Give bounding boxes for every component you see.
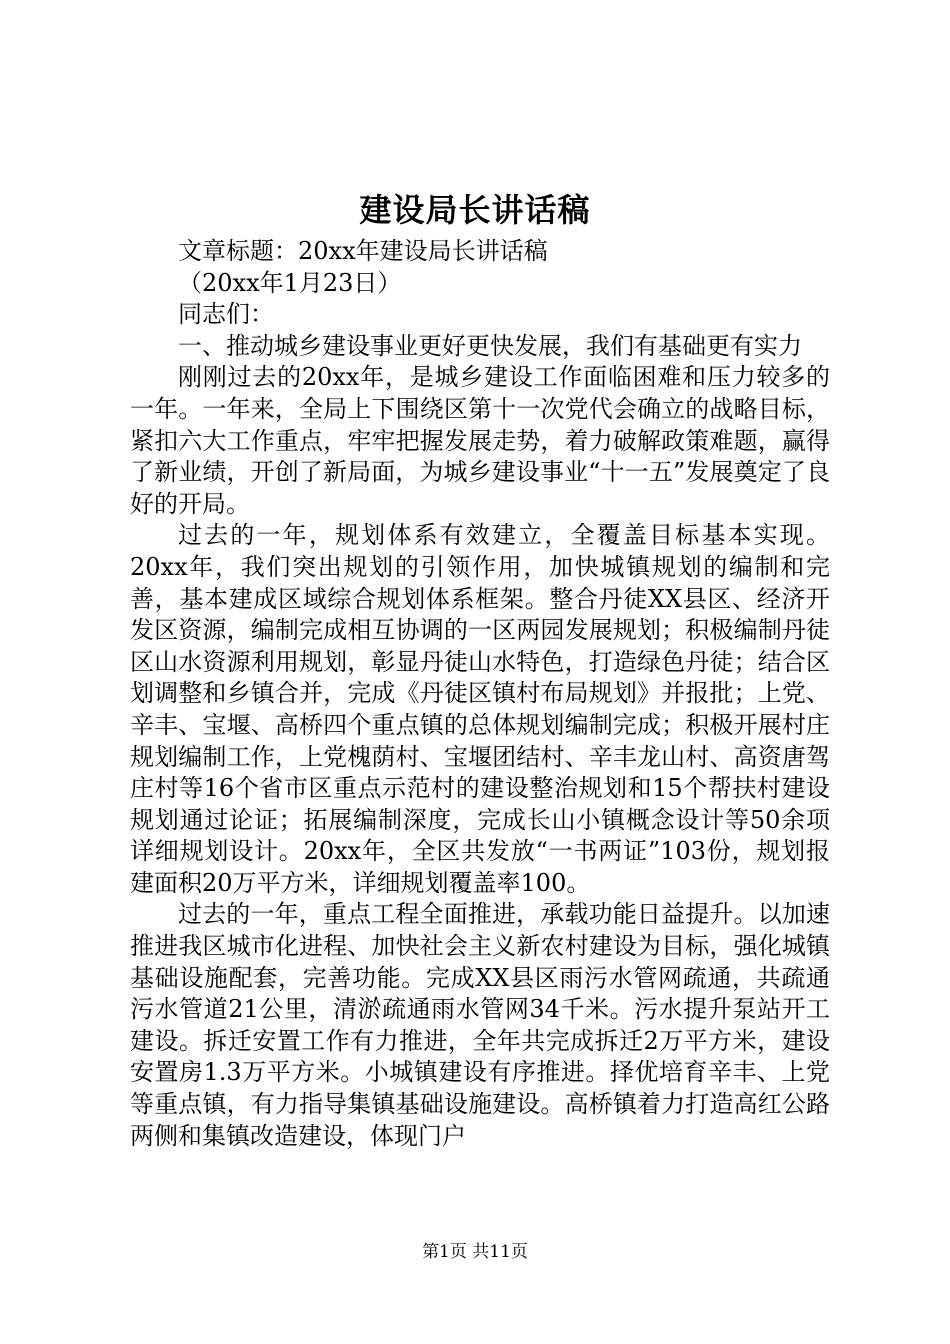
page-footer: 第1页 共11页: [422, 1242, 528, 1262]
body-paragraph: 过去的一年，规划体系有效建立，全覆盖目标基本实现。20xx年，我们突出规划的引领作用，加快城镇规划的编制和完善，基本建成区域综合规划体系框架。整合丹徒XX县区、经济开发区资源，编制完成相互协调的一区两园发展规划；积极编制丹徒区山水资源利用规划，彰显丹徒山水特色，打造绿色丹徒；结合区划调整和乡镇合并，完成《丹徒区镇村布局规划》并报批；上党、辛丰、宝堰、高桥四个重点镇的总体规划编制完成；积极开展村庄规划编制工作，上党槐荫村、宝堰团结村、辛丰龙山村、高资唐驾庄村等16个省市区重点示范村的建设整治规划和15个帮扶村建设规划通过论证；拓展编制深度，完成长山小镇概念设计等50余项详细规划设计。20xx年，全区共发放“一书两证”103份，规划报建面积20万平方米，详细规划覆盖率100。: [130, 521, 830, 897]
document-body: [130, 236, 830, 1152]
section-heading: 一、推动城乡建设事业更好更快发展，我们有基础更有实力: [178, 331, 802, 360]
date-line: （20xx年1月23日）: [178, 268, 402, 297]
body-paragraph: 刚刚过去的20xx年，是城乡建设工作面临困难和压力较多的一年。一年来，全局上下围绕区第十一次党代会确立的战略目标，紧扣六大工作重点，牢牢把握发展走势，着力破解政策难题，赢得了新业绩，开创了新局面，为城乡建设事业“十一五”发展奠定了良好的开局。: [130, 363, 830, 518]
document-title: 建设局长讲话稿: [359, 191, 591, 229]
article-title-line: 文章标题：20xx年建设局长讲话稿: [178, 237, 548, 265]
body-paragraph: 过去的一年，重点工程全面推进，承载功能日益提升。以加速推进我区城市化进程、加快社会主义新农村建设为目标，强化城镇基础设施配套，完善功能。完成XX县区雨污水管网疏通，共疏通污水管道21公里，清淤疏通雨水管网34千米。污水提升泵站开工建设。拆迁安置工作有力推进，全年共完成拆迁2万平方米，建设安置房1.3万平方米。小城镇建设有序推进。择优培育辛丰、上党等重点镇，有力指导集镇基础设施建设。高桥镇着力打造高红公路两侧和集镇改造建设，体现门户: [130, 900, 830, 1150]
salutation: 同志们：: [178, 300, 274, 329]
